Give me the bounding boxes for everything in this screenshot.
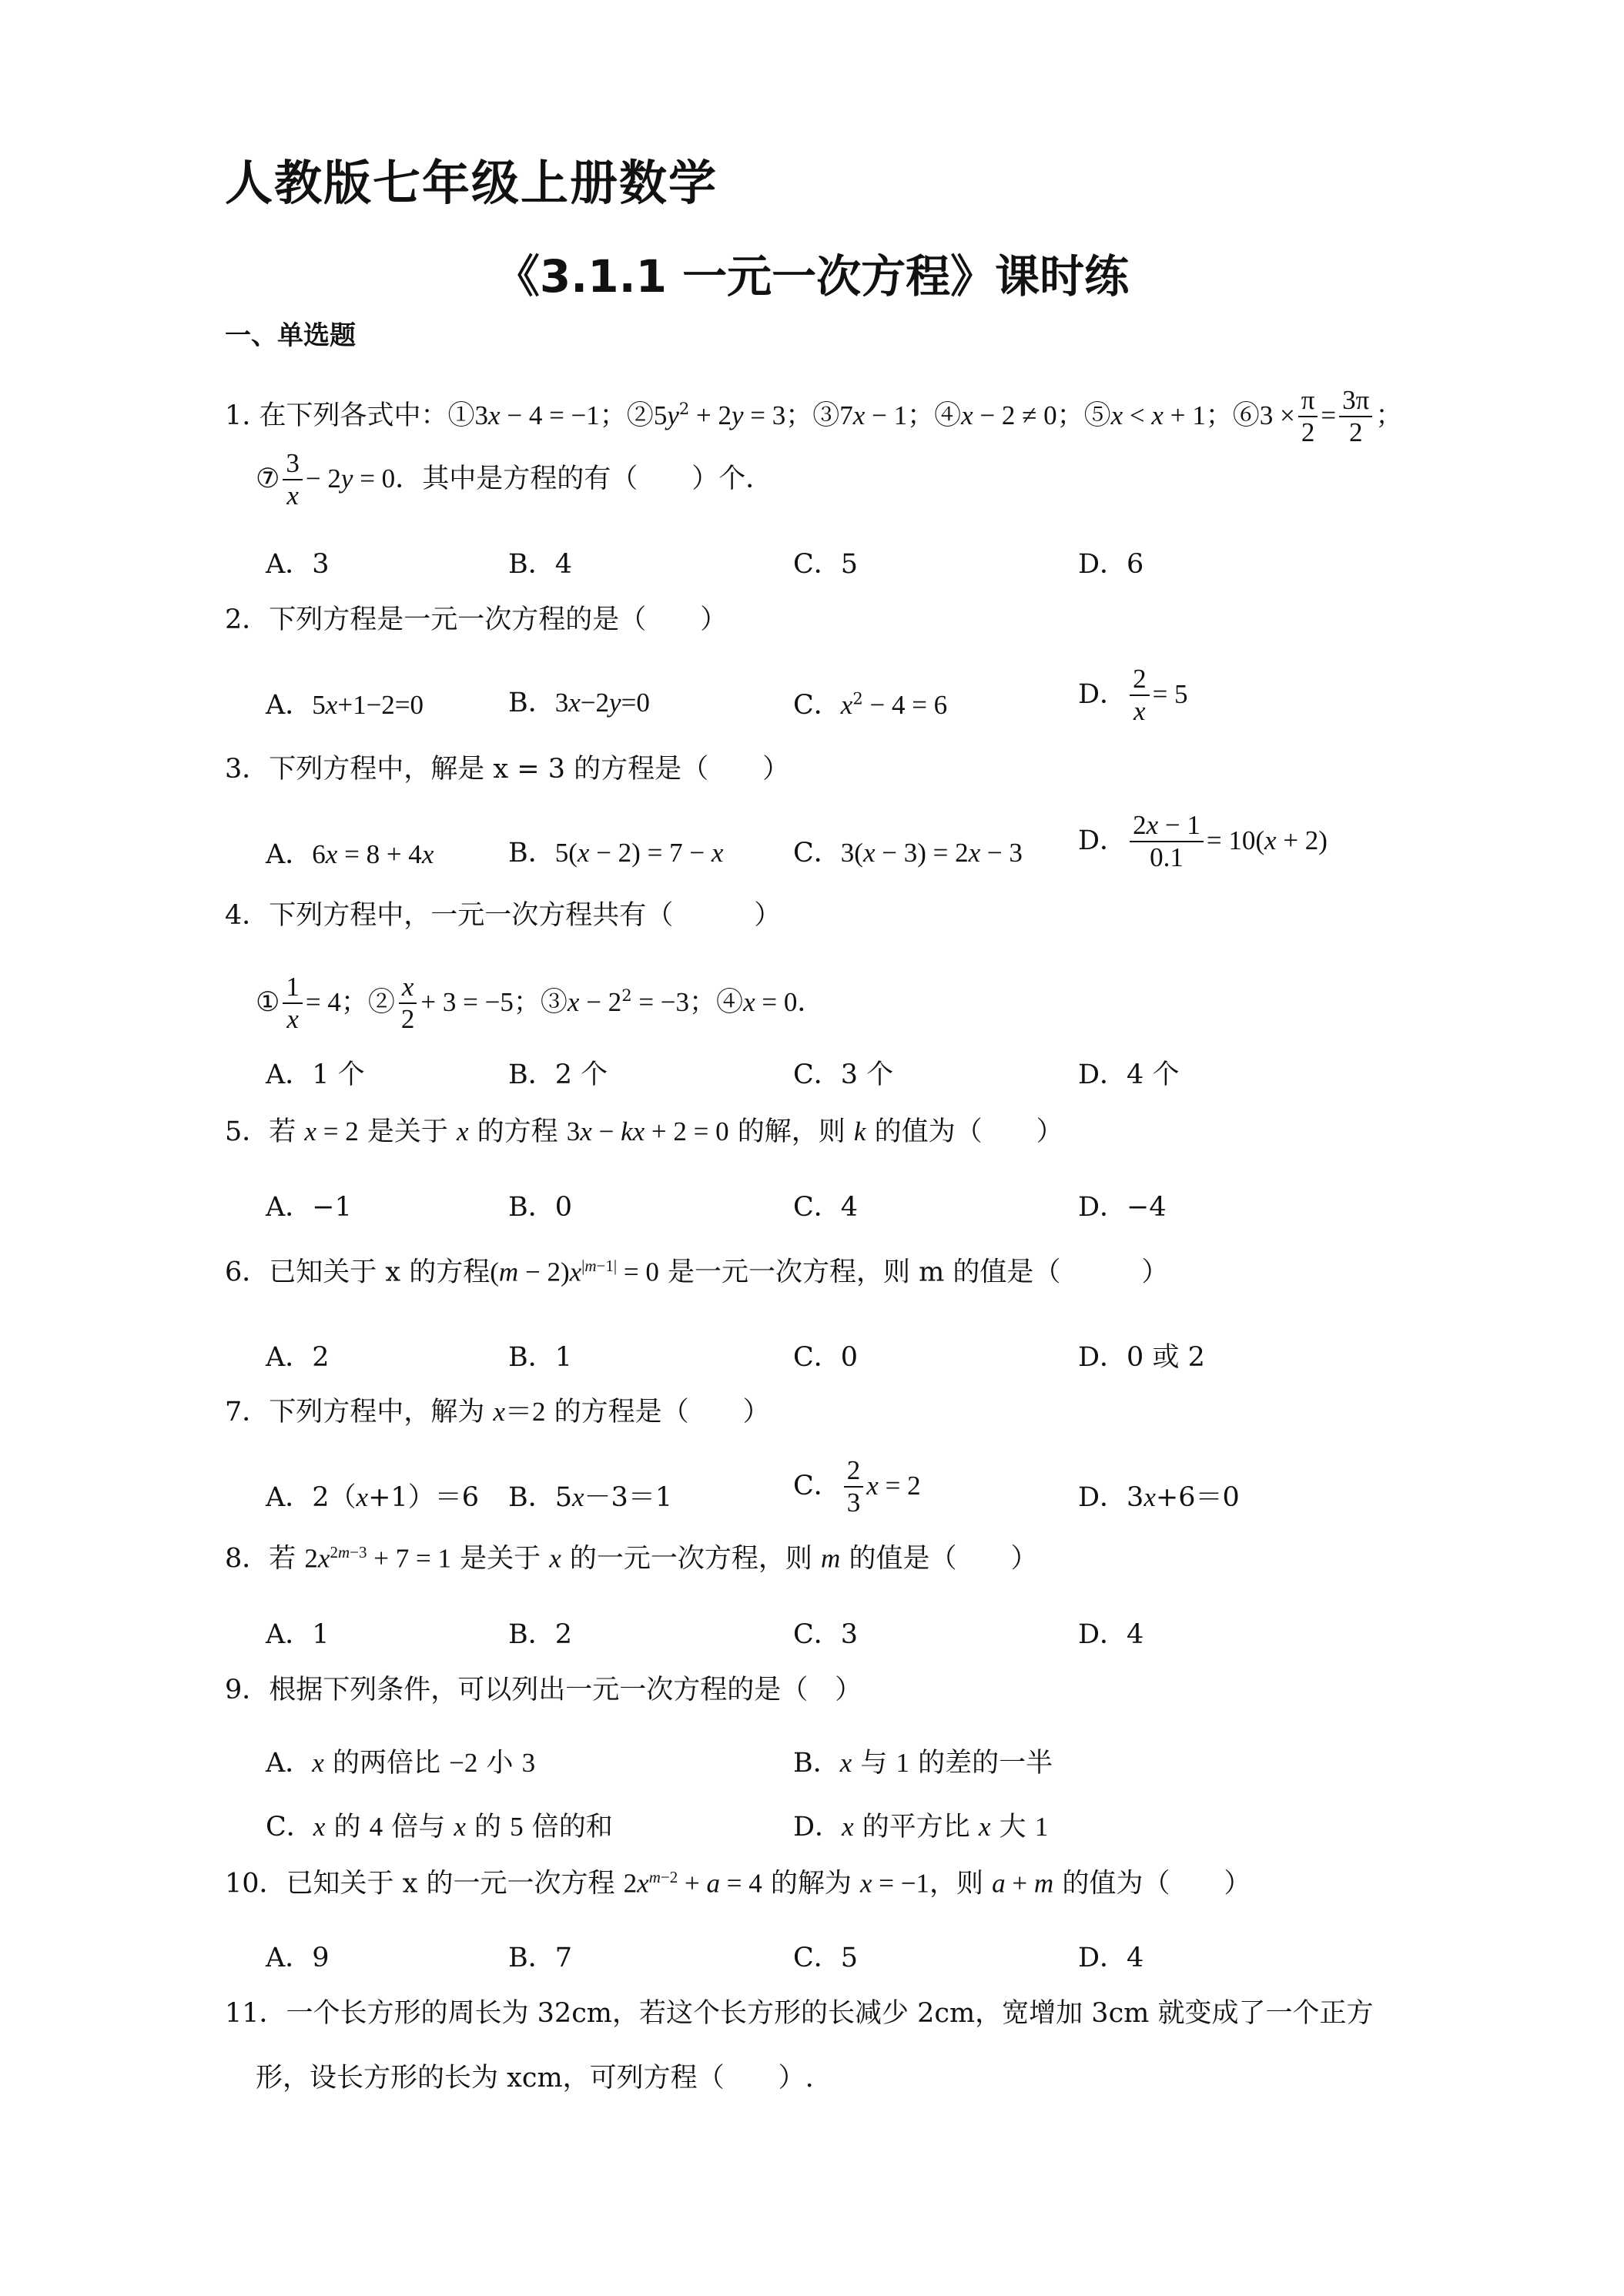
q10-option-b[interactable]: B．7 xyxy=(508,1943,572,1973)
q10-option-c[interactable]: C．5 xyxy=(793,1943,859,1973)
q6-option-c[interactable]: C．0 xyxy=(793,1342,859,1373)
question-4-items: ① $\frac{1}{x}$ = 4；② $\frac{x}{2}$ + 3 = −5；③x − $2^2 = -3$；④x = 0． xyxy=(256,972,825,1035)
q8-option-d[interactable]: D．4 xyxy=(1078,1619,1144,1650)
q4-option-b[interactable]: B．2 个 xyxy=(508,1059,608,1090)
q5-option-c[interactable]: C．4 xyxy=(793,1192,859,1223)
q7-option-a[interactable]: A．2（x+1）＝6 xyxy=(266,1482,479,1513)
question-6-stem: 6．已知关于 x 的方程$(m - 2)x^{|m-1|} = 0$ 是一元一次方程，则 m 的值是（ ） xyxy=(225,1257,1169,1288)
question-11-line-2: 形，设长方形的长为 xcm，可列方程（ ）. xyxy=(256,2063,814,2094)
q8-option-b[interactable]: B．2 xyxy=(508,1619,572,1650)
q5-option-d[interactable]: D．−4 xyxy=(1078,1192,1167,1223)
q4-option-a[interactable]: A．1 个 xyxy=(266,1059,365,1090)
q3-option-b[interactable]: B．5(x − 2) = 7 − x xyxy=(508,838,724,869)
question-4-stem: 4．下列方程中，一元一次方程共有（ ） xyxy=(225,900,782,931)
q6-option-d[interactable]: D．0 或 2 xyxy=(1078,1342,1205,1373)
question-1-line-1: 1. 在下列各式中：①3x − 4 = −1；$②5y^2 + 2y = 3$；③7x − 1；④x − 2 ≠ 0；⑤x < x + 1；⑥3 × $\frac{\pi}{2}$ = $\frac{3\pi}{2}$ ； xyxy=(225,385,1403,448)
q7-option-c[interactable]: C． $\frac{2}{3}$ x = 2 xyxy=(793,1455,921,1518)
q1-option-c[interactable]: C．5 xyxy=(793,549,859,580)
q7-option-b[interactable]: B．5x－3＝1 xyxy=(508,1482,673,1513)
q5-option-b[interactable]: B．0 xyxy=(508,1192,572,1223)
q9-option-d[interactable]: D．x 的平方比 x 大 1 xyxy=(793,1812,1049,1842)
question-9-stem: 9．根据下列条件，可以列出一元一次方程的是（ ） xyxy=(225,1675,862,1705)
q3-option-c[interactable]: C．3(x − 3) = 2x − 3 xyxy=(793,838,1023,869)
q9-option-b[interactable]: B．x 与 1 的差的一半 xyxy=(793,1748,1053,1779)
question-11-line-1: 11．一个长方形的周长为 32cm，若这个长方形的长减少 2cm，宽增加 3cm 就变成了一个正方 xyxy=(225,1998,1374,2029)
q5-option-a[interactable]: A．−1 xyxy=(266,1192,352,1223)
q1-option-d[interactable]: D．6 xyxy=(1078,549,1144,580)
q4-option-c[interactable]: C．3 个 xyxy=(793,1059,894,1090)
q2-option-a[interactable]: A．5x+1−2=0 xyxy=(266,690,424,721)
q9-option-c[interactable]: C．x 的 4 倍与 x 的 5 倍的和 xyxy=(266,1812,613,1842)
q8-option-c[interactable]: C．3 xyxy=(793,1619,859,1650)
q4-option-d[interactable]: D．4 个 xyxy=(1078,1059,1180,1090)
q7-option-d[interactable]: D．3x+6＝0 xyxy=(1078,1482,1240,1513)
question-1-line-2: ⑦ $\frac{3}{x}$ − 2y = 0．其中是方程的有（ ）个． xyxy=(256,448,773,511)
question-5-stem: 5．若 x = 2 是关于 x 的方程 3x − kx + 2 = 0 的解，则 k 的值为（ ） xyxy=(225,1116,1063,1147)
question-3-stem: 3．下列方程中，解是 x = 3 的方程是（ ） xyxy=(225,754,790,785)
question-2-stem: 2．下列方程是一元一次方程的是（ ） xyxy=(225,604,728,635)
question-10-stem: 10．已知关于 x 的一元一次方程 $2x^{m-2} + a = 4$ 的解为 x = −1，则 a + m 的值为（ ） xyxy=(225,1868,1251,1899)
q1-option-b[interactable]: B．4 xyxy=(508,549,572,580)
q3-option-d[interactable]: D． $\frac{2x - 1}{0.1}$ = 10(x + 2) xyxy=(1078,810,1328,873)
q2-option-c[interactable]: C．$x^2 - 4 = 6$ xyxy=(793,689,948,721)
question-8-stem: 8．若 $2x^{2m-3} + 7 = 1$ 是关于 x 的一元一次方程，则 m 的值是（ ） xyxy=(225,1543,1038,1575)
worksheet-title-line1: 人教版七年级上册数学 xyxy=(225,155,718,211)
q8-option-a[interactable]: A．1 xyxy=(266,1619,330,1650)
question-1-text-b: 其中是方程的有（ ）个． xyxy=(422,463,773,494)
worksheet-title-line2: 《3.1.1 一元一次方程》课时练 xyxy=(494,250,1130,303)
q10-option-d[interactable]: D．4 xyxy=(1078,1943,1144,1973)
q2-option-d[interactable]: D． $\frac{2}{x}$ = 5 xyxy=(1078,664,1188,727)
q6-option-a[interactable]: A．2 xyxy=(266,1342,330,1373)
q2-option-b[interactable]: B．3x−2y=0 xyxy=(508,688,650,718)
q10-option-a[interactable]: A．9 xyxy=(266,1943,330,1973)
q6-option-b[interactable]: B．1 xyxy=(508,1342,572,1373)
question-7-stem: 7．下列方程中，解为 x＝2 的方程是（ ） xyxy=(225,1397,770,1427)
section-heading: 一、单选题 xyxy=(225,320,356,351)
q1-option-a[interactable]: A．3 xyxy=(266,549,330,580)
q3-option-a[interactable]: A．6x = 8 + 4x xyxy=(266,839,434,870)
q9-option-a[interactable]: A．x 的两倍比 −2 小 3 xyxy=(266,1748,536,1779)
